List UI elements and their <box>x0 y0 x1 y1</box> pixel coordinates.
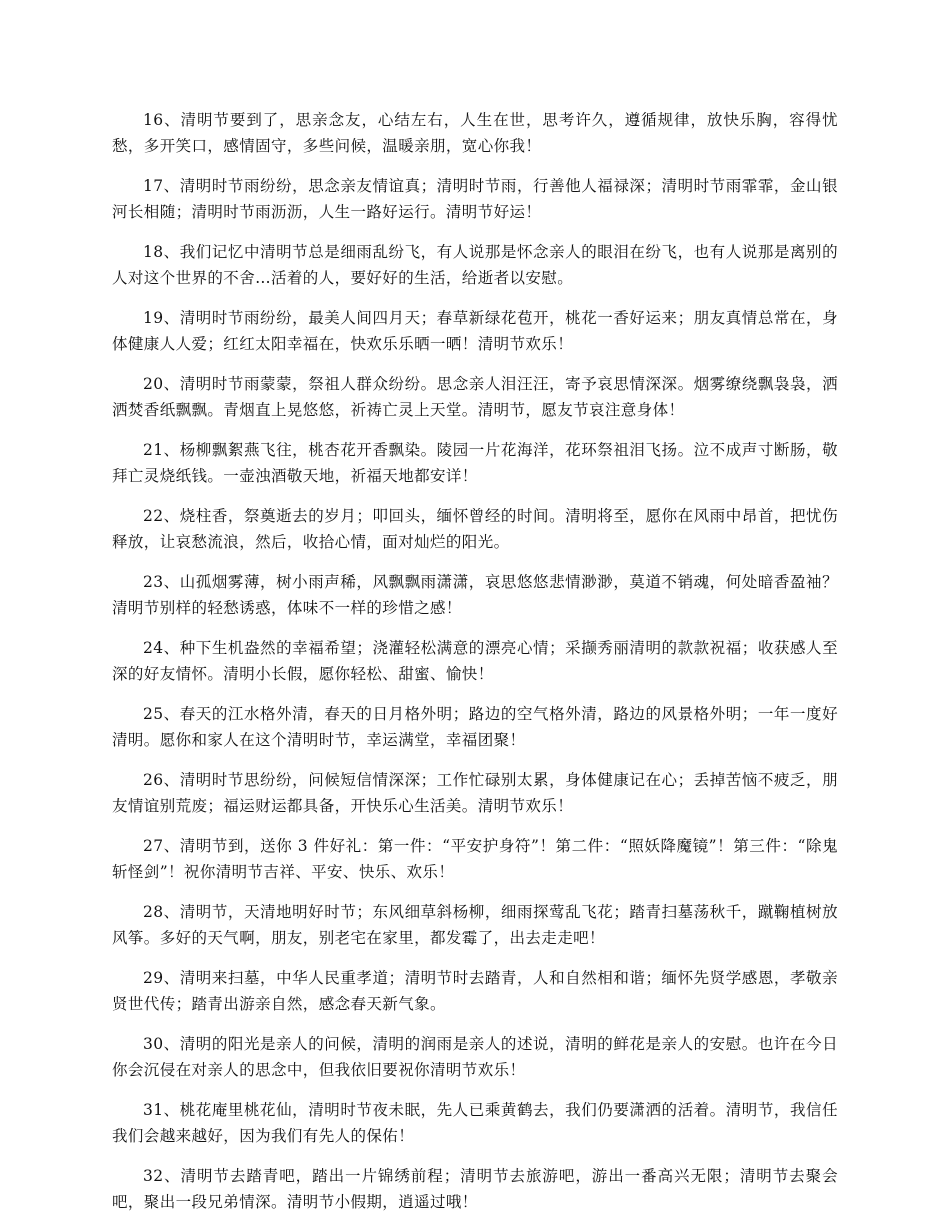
paragraph-21: 21、杨柳飘絮燕飞往，桃杏花开香飘染。陵园一片花海洋，花环祭祖泪飞扬。泣不成声寸断肠，敬拜亡灵烧纸钱。一壶浊酒敬天地，祈福天地都安详！ <box>112 441 838 485</box>
document-body <box>112 107 838 1229</box>
paragraph-19: 19、清明时节雨纷纷，最美人间四月天；春草新绿花苞开，桃花一香好运来；朋友真情总常在，身体健康人人爱；红红太阳幸福在，快欢乐乐晒一晒！清明节欢乐！ <box>112 309 838 353</box>
paragraph-22: 22、烧柱香，祭奠逝去的岁月；叩回头，缅怀曾经的时间。清明将至，愿你在风雨中昂首，把忧伤释放，让哀愁流浪，然后，收拾心情，面对灿烂的阳光。 <box>112 507 838 551</box>
paragraph-16: 16、清明节要到了，思亲念友，心结左右，人生在世，思考许久，遵循规律，放快乐胸，容得忧愁，多开笑口，感情固守，多些问候，温暖亲朋，宽心你我！ <box>112 111 838 155</box>
paragraph-27: 27、清明节到，送你 3 件好礼：第一件：“平安护身符”！第二件：“照妖降魔镜”！第三件：“除鬼斩怪剑”！祝你清明节吉祥、平安、快乐、欢乐！ <box>112 837 838 881</box>
paragraph-23: 23、山孤烟雾薄，树小雨声稀，风飘飘雨潇潇，哀思悠悠悲情渺渺，莫道不销魂，何处暗香盈袖？清明节别样的轻愁诱惑，体味不一样的珍惜之感！ <box>112 573 838 617</box>
paragraph-29: 29、清明来扫墓，中华人民重孝道；清明节时去踏青，人和自然相和谐；缅怀先贤学感恩，孝敬亲贤世代传；踏青出游亲自然，感念春天新气象。 <box>112 969 838 1013</box>
paragraph-18: 18、我们记忆中清明节总是细雨乱纷飞，有人说那是怀念亲人的眼泪在纷飞，也有人说那是离别的人对这个世界的不舍…活着的人，要好好的生活，给逝者以安慰。 <box>112 243 838 287</box>
paragraph-32: 32、清明节去踏青吧，踏出一片锦绣前程；清明节去旅游吧，游出一番高兴无限；清明节去聚会吧，聚出一段兄弟情深。清明节小假期，逍遥过哦！ <box>112 1167 838 1211</box>
paragraph-28: 28、清明节，天清地明好时节；东风细草斜杨柳，细雨探莺乱飞花；踏青扫墓荡秋千，蹴鞠植树放风筝。多好的天气啊，朋友，别老宅在家里，都发霉了，出去走走吧！ <box>112 903 838 947</box>
paragraph-26: 26、清明时节思纷纷，问候短信情深深；工作忙碌别太累，身体健康记在心；丢掉苦恼不疲乏，朋友情谊别荒废；福运财运都具备，开快乐心生活美。清明节欢乐！ <box>112 771 838 815</box>
paragraph-30: 30、清明的阳光是亲人的问候，清明的润雨是亲人的述说，清明的鲜花是亲人的安慰。也许在今日你会沉侵在对亲人的思念中，但我依旧要祝你清明节欢乐！ <box>112 1035 838 1079</box>
paragraph-20: 20、清明时节雨蒙蒙，祭祖人群众纷纷。思念亲人泪汪汪，寄予哀思情深深。烟雾缭绕飘袅袅，洒洒焚香纸飘飘。青烟直上晃悠悠，祈祷亡灵上天堂。清明节，愿友节哀注意身体！ <box>112 375 838 419</box>
paragraph-24: 24、种下生机盎然的幸福希望；浇灌轻松满意的漂亮心情；采撷秀丽清明的款款祝福；收获感人至深的好友情怀。清明小长假，愿你轻松、甜蜜、愉快！ <box>112 639 838 683</box>
paragraph-25: 25、春天的江水格外清，春天的日月格外明；路边的空气格外清，路边的风景格外明；一年一度好清明。愿你和家人在这个清明时节，幸运满堂，幸福团聚！ <box>112 705 838 749</box>
paragraph-31: 31、桃花庵里桃花仙，清明时节夜未眠，先人已乘黄鹤去，我们仍要潇洒的活着。清明节，我信任我们会越来越好，因为我们有先人的保佑！ <box>112 1101 838 1145</box>
paragraph-17: 17、清明时节雨纷纷，思念亲友情谊真；清明时节雨，行善他人福禄深；清明时节雨霏霏，金山银河长相随；清明时节雨沥沥，人生一路好运行。清明节好运！ <box>112 177 838 221</box>
